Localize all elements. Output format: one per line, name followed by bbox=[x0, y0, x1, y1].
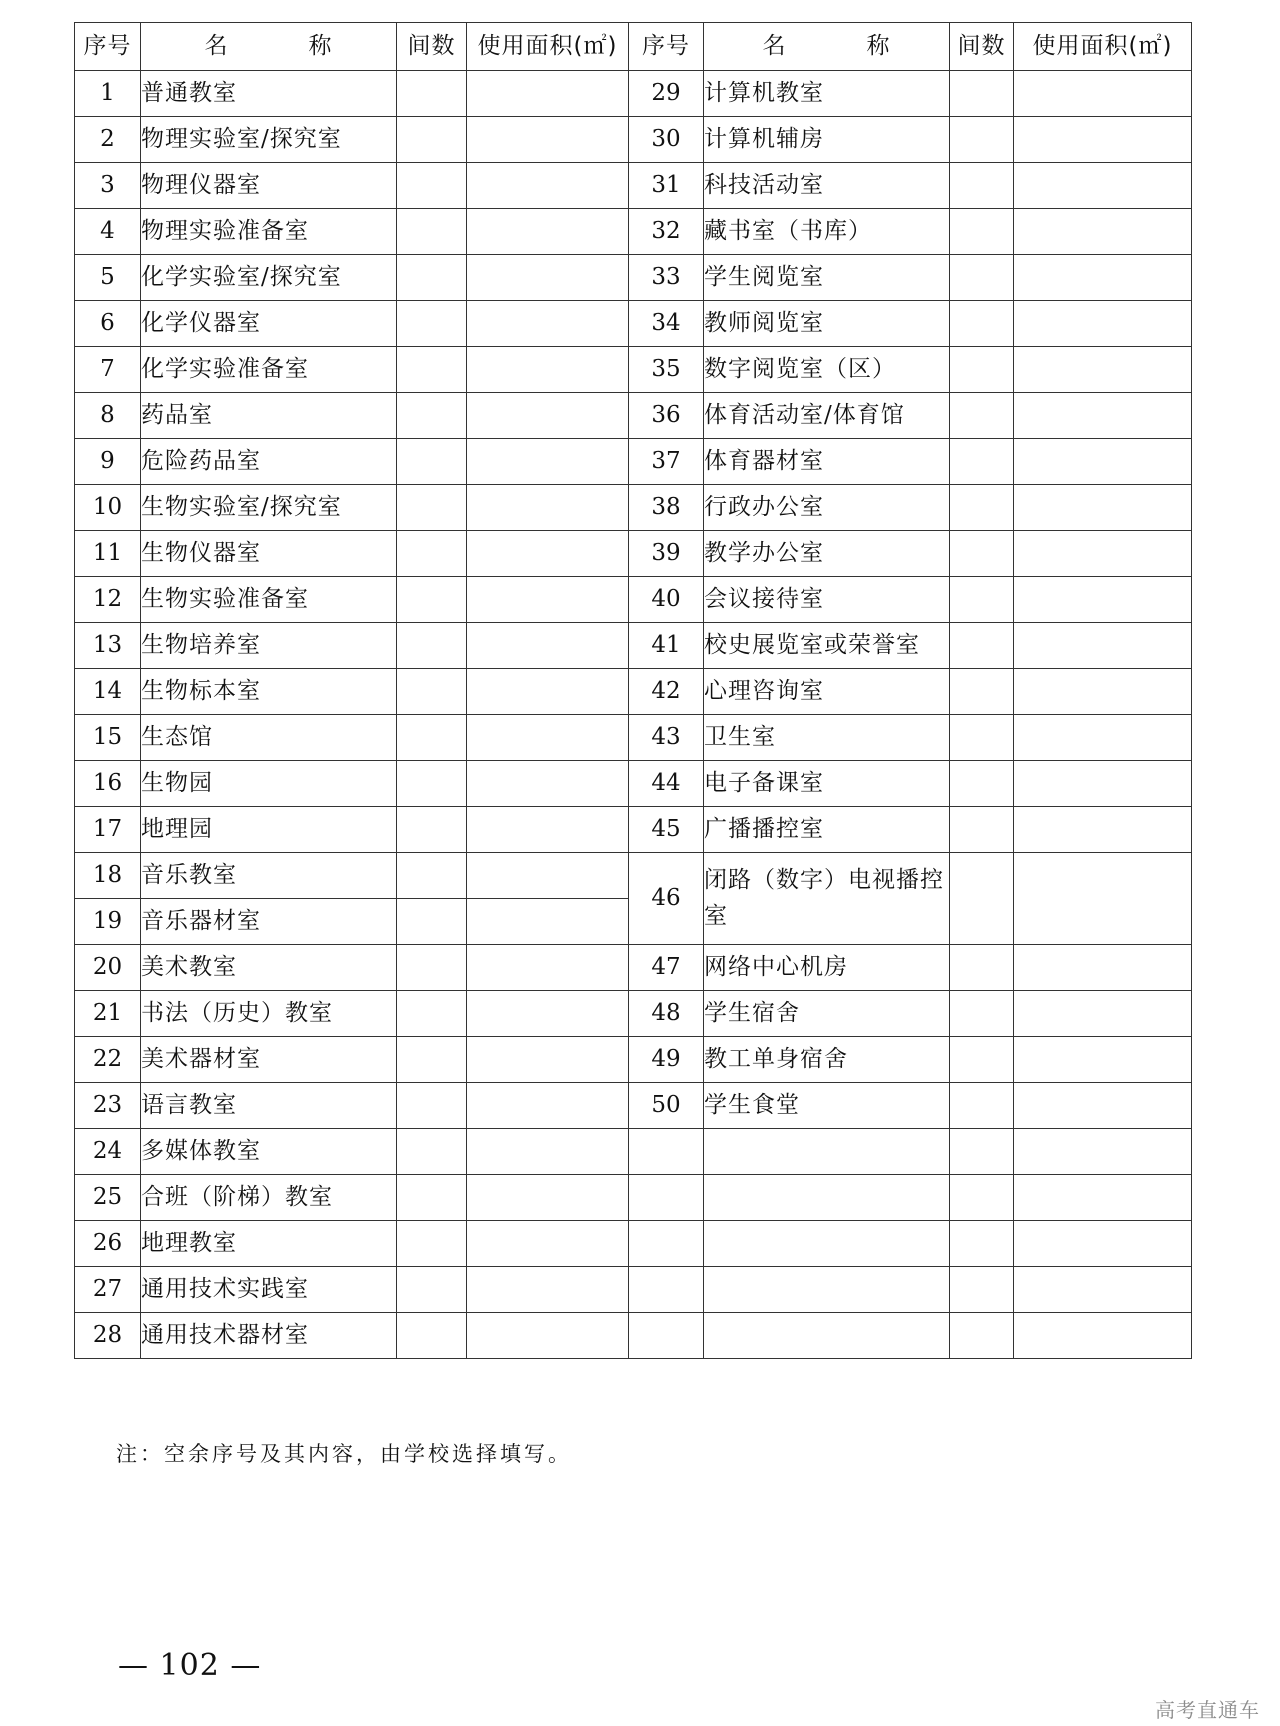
table-row bbox=[75, 715, 1192, 761]
watermark: 高考直通车 bbox=[1155, 1698, 1260, 1722]
table-row bbox=[75, 853, 1192, 899]
room-name: 教师阅览室 bbox=[704, 301, 950, 347]
row-number: 36 bbox=[629, 393, 704, 439]
room-count-cell[interactable] bbox=[950, 1083, 1014, 1129]
room-count-cell[interactable] bbox=[397, 899, 467, 945]
room-name: 生物标本室 bbox=[141, 669, 397, 715]
row-number: 43 bbox=[629, 715, 704, 761]
room-count-cell[interactable] bbox=[950, 853, 1014, 945]
row-number: 9 bbox=[75, 439, 141, 485]
room-name: 化学实验准备室 bbox=[141, 347, 397, 393]
room-name: 生物园 bbox=[141, 761, 397, 807]
room-count-cell[interactable] bbox=[397, 1313, 467, 1359]
room-name bbox=[704, 1313, 950, 1359]
table-row bbox=[75, 1083, 1192, 1129]
table-row bbox=[75, 393, 1192, 439]
room-area-cell[interactable] bbox=[467, 209, 629, 255]
row-number: 29 bbox=[629, 71, 704, 117]
row-number: 6 bbox=[75, 301, 141, 347]
header-no: 序号 bbox=[75, 23, 141, 71]
room-name: 通用技术实践室 bbox=[141, 1267, 397, 1313]
room-name: 物理仪器室 bbox=[141, 163, 397, 209]
row-number: 26 bbox=[75, 1221, 141, 1267]
room-count-cell[interactable] bbox=[950, 347, 1014, 393]
row-number: 44 bbox=[629, 761, 704, 807]
room-count-cell[interactable] bbox=[397, 347, 467, 393]
row-number: 30 bbox=[629, 117, 704, 163]
room-area-cell[interactable] bbox=[467, 71, 629, 117]
room-count-cell[interactable] bbox=[950, 255, 1014, 301]
room-area-cell[interactable] bbox=[1014, 255, 1192, 301]
row-number: 2 bbox=[75, 117, 141, 163]
room-count-cell[interactable] bbox=[397, 439, 467, 485]
row-number: 37 bbox=[629, 439, 704, 485]
room-count-cell[interactable] bbox=[397, 1083, 467, 1129]
header-name bbox=[141, 23, 397, 71]
room-count-cell[interactable] bbox=[397, 301, 467, 347]
table-row bbox=[75, 1129, 1192, 1175]
table-row bbox=[75, 991, 1192, 1037]
row-number: 32 bbox=[629, 209, 704, 255]
room-count-cell[interactable] bbox=[950, 669, 1014, 715]
room-name: 音乐器材室 bbox=[141, 899, 397, 945]
room-name: 物理实验室/探究室 bbox=[141, 117, 397, 163]
row-number: 40 bbox=[629, 577, 704, 623]
room-name: 音乐教室 bbox=[141, 853, 397, 899]
room-name: 网络中心机房 bbox=[704, 945, 950, 991]
row-number: 38 bbox=[629, 485, 704, 531]
room-name: 生物实验室/探究室 bbox=[141, 485, 397, 531]
room-area-cell[interactable] bbox=[467, 1267, 629, 1313]
room-count-cell[interactable] bbox=[950, 485, 1014, 531]
room-count-cell[interactable] bbox=[397, 669, 467, 715]
room-name: 药品室 bbox=[141, 393, 397, 439]
room-name: 地理园 bbox=[141, 807, 397, 853]
room-count-cell[interactable] bbox=[950, 991, 1014, 1037]
room-area-cell[interactable] bbox=[467, 1037, 629, 1083]
room-name: 合班（阶梯）教室 bbox=[141, 1175, 397, 1221]
room-name: 物理实验准备室 bbox=[141, 209, 397, 255]
room-name: 行政办公室 bbox=[704, 485, 950, 531]
row-number bbox=[629, 1267, 704, 1313]
room-count-cell[interactable] bbox=[397, 945, 467, 991]
row-number: 22 bbox=[75, 1037, 141, 1083]
row-number: 5 bbox=[75, 255, 141, 301]
row-number: 15 bbox=[75, 715, 141, 761]
footnote: 注：空余序号及其内容，由学校选择填写。 bbox=[116, 1442, 572, 1466]
room-area-cell[interactable] bbox=[1014, 1175, 1192, 1221]
table-row bbox=[75, 1267, 1192, 1313]
room-count-cell[interactable] bbox=[397, 531, 467, 577]
row-number: 35 bbox=[629, 347, 704, 393]
room-area-cell[interactable] bbox=[1014, 715, 1192, 761]
header-name bbox=[704, 23, 950, 71]
room-count-cell[interactable] bbox=[950, 163, 1014, 209]
row-number: 45 bbox=[629, 807, 704, 853]
row-number: 33 bbox=[629, 255, 704, 301]
row-number bbox=[629, 1129, 704, 1175]
row-number: 11 bbox=[75, 531, 141, 577]
room-count-cell[interactable] bbox=[950, 1221, 1014, 1267]
room-name: 学生阅览室 bbox=[704, 255, 950, 301]
row-number: 17 bbox=[75, 807, 141, 853]
room-name: 体育活动室/体育馆 bbox=[704, 393, 950, 439]
row-number: 20 bbox=[75, 945, 141, 991]
room-area-cell[interactable] bbox=[1014, 71, 1192, 117]
room-name: 生态馆 bbox=[141, 715, 397, 761]
room-area-cell[interactable] bbox=[1014, 117, 1192, 163]
room-count-cell[interactable] bbox=[397, 715, 467, 761]
room-name: 科技活动室 bbox=[704, 163, 950, 209]
header-area: 使用面积(㎡) bbox=[467, 23, 629, 71]
room-count-cell[interactable] bbox=[397, 807, 467, 853]
room-name: 电子备课室 bbox=[704, 761, 950, 807]
row-number bbox=[629, 1221, 704, 1267]
table-row bbox=[75, 807, 1192, 853]
room-count-cell[interactable] bbox=[397, 71, 467, 117]
room-count-cell[interactable] bbox=[950, 531, 1014, 577]
table-row bbox=[75, 577, 1192, 623]
room-area-cell[interactable] bbox=[1014, 209, 1192, 255]
room-count-cell[interactable] bbox=[397, 1129, 467, 1175]
room-area-cell[interactable] bbox=[1014, 577, 1192, 623]
room-count-cell[interactable] bbox=[397, 485, 467, 531]
room-area-cell[interactable] bbox=[1014, 853, 1192, 945]
row-number: 12 bbox=[75, 577, 141, 623]
room-count-cell[interactable] bbox=[397, 393, 467, 439]
table-row bbox=[75, 485, 1192, 531]
room-name: 多媒体教室 bbox=[141, 1129, 397, 1175]
row-number: 8 bbox=[75, 393, 141, 439]
table-row bbox=[75, 439, 1192, 485]
table-row bbox=[75, 117, 1192, 163]
table-row bbox=[75, 1313, 1192, 1359]
room-name: 普通教室 bbox=[141, 71, 397, 117]
room-area-cell[interactable] bbox=[467, 577, 629, 623]
room-area-cell[interactable] bbox=[1014, 1083, 1192, 1129]
room-name: 数字阅览室（区） bbox=[704, 347, 950, 393]
row-number: 19 bbox=[75, 899, 141, 945]
row-number: 10 bbox=[75, 485, 141, 531]
room-name: 生物实验准备室 bbox=[141, 577, 397, 623]
room-name: 教学办公室 bbox=[704, 531, 950, 577]
room-count-cell[interactable] bbox=[950, 117, 1014, 163]
room-area-cell[interactable] bbox=[1014, 761, 1192, 807]
room-name: 生物培养室 bbox=[141, 623, 397, 669]
row-number: 14 bbox=[75, 669, 141, 715]
room-count-cell[interactable] bbox=[950, 945, 1014, 991]
row-number bbox=[629, 1313, 704, 1359]
room-count-cell[interactable] bbox=[397, 577, 467, 623]
table-row bbox=[75, 1175, 1192, 1221]
room-area-cell[interactable] bbox=[1014, 623, 1192, 669]
room-count-cell[interactable] bbox=[950, 71, 1014, 117]
room-name bbox=[704, 1267, 950, 1313]
room-name: 计算机辅房 bbox=[704, 117, 950, 163]
room-count-cell[interactable] bbox=[397, 991, 467, 1037]
table-row bbox=[75, 301, 1192, 347]
room-area-cell[interactable] bbox=[1014, 439, 1192, 485]
room-name: 美术教室 bbox=[141, 945, 397, 991]
row-number: 13 bbox=[75, 623, 141, 669]
room-count-cell[interactable] bbox=[397, 1267, 467, 1313]
row-number: 34 bbox=[629, 301, 704, 347]
row-number: 4 bbox=[75, 209, 141, 255]
room-count-cell[interactable] bbox=[950, 807, 1014, 853]
table-row bbox=[75, 163, 1192, 209]
row-number: 1 bbox=[75, 71, 141, 117]
room-count-cell[interactable] bbox=[950, 623, 1014, 669]
room-area-cell[interactable] bbox=[467, 899, 629, 945]
room-area-cell[interactable] bbox=[467, 531, 629, 577]
room-name: 广播播控室 bbox=[704, 807, 950, 853]
room-area-cell[interactable] bbox=[467, 347, 629, 393]
room-area-cell[interactable] bbox=[467, 117, 629, 163]
room-area-cell[interactable] bbox=[1014, 669, 1192, 715]
room-name: 生物仪器室 bbox=[141, 531, 397, 577]
room-name: 会议接待室 bbox=[704, 577, 950, 623]
room-area-cell[interactable] bbox=[467, 163, 629, 209]
row-number: 49 bbox=[629, 1037, 704, 1083]
room-count-cell[interactable] bbox=[397, 623, 467, 669]
header-name-part1: 名 bbox=[762, 32, 787, 59]
room-area-cell[interactable] bbox=[1014, 393, 1192, 439]
room-area-cell[interactable] bbox=[467, 1313, 629, 1359]
room-count-cell[interactable] bbox=[397, 209, 467, 255]
header-row bbox=[75, 23, 1192, 71]
room-area-cell[interactable] bbox=[467, 1175, 629, 1221]
row-number: 24 bbox=[75, 1129, 141, 1175]
row-number: 50 bbox=[629, 1083, 704, 1129]
header-area: 使用面积(㎡) bbox=[1014, 23, 1192, 71]
room-area-cell[interactable] bbox=[467, 1083, 629, 1129]
row-number: 23 bbox=[75, 1083, 141, 1129]
room-area-cell[interactable] bbox=[1014, 485, 1192, 531]
table-row bbox=[75, 1221, 1192, 1267]
table-row bbox=[75, 531, 1192, 577]
row-number: 41 bbox=[629, 623, 704, 669]
row-number: 3 bbox=[75, 163, 141, 209]
room-name: 闭路（数字）电视播控室 bbox=[704, 853, 950, 945]
room-name: 书法（历史）教室 bbox=[141, 991, 397, 1037]
room-count-cell[interactable] bbox=[397, 853, 467, 899]
room-area-cell[interactable] bbox=[467, 807, 629, 853]
room-count-cell[interactable] bbox=[397, 117, 467, 163]
room-name: 化学实验室/探究室 bbox=[141, 255, 397, 301]
room-area-cell[interactable] bbox=[1014, 1129, 1192, 1175]
room-name: 卫生室 bbox=[704, 715, 950, 761]
row-number: 21 bbox=[75, 991, 141, 1037]
room-count-cell[interactable] bbox=[397, 1221, 467, 1267]
row-number: 25 bbox=[75, 1175, 141, 1221]
room-name: 学生宿舍 bbox=[704, 991, 950, 1037]
row-number: 28 bbox=[75, 1313, 141, 1359]
room-name: 计算机教室 bbox=[704, 71, 950, 117]
table-row bbox=[75, 669, 1192, 715]
room-count-cell[interactable] bbox=[397, 255, 467, 301]
table-row bbox=[75, 945, 1192, 991]
room-area-cell[interactable] bbox=[467, 761, 629, 807]
table-row bbox=[75, 347, 1192, 393]
room-area-cell[interactable] bbox=[1014, 1313, 1192, 1359]
row-number: 16 bbox=[75, 761, 141, 807]
table-row bbox=[75, 71, 1192, 117]
room-count-cell[interactable] bbox=[950, 761, 1014, 807]
room-area-cell[interactable] bbox=[467, 301, 629, 347]
room-count-cell[interactable] bbox=[397, 761, 467, 807]
room-name: 危险药品室 bbox=[141, 439, 397, 485]
room-area-cell[interactable] bbox=[467, 393, 629, 439]
room-count-cell[interactable] bbox=[950, 209, 1014, 255]
row-number: 48 bbox=[629, 991, 704, 1037]
room-name: 化学仪器室 bbox=[141, 301, 397, 347]
row-number: 46 bbox=[629, 853, 704, 945]
room-name: 体育器材室 bbox=[704, 439, 950, 485]
room-name: 藏书室（书库） bbox=[704, 209, 950, 255]
row-number: 18 bbox=[75, 853, 141, 899]
room-area-cell[interactable] bbox=[467, 669, 629, 715]
page-number: — 102 — bbox=[118, 1648, 262, 1683]
room-area-cell[interactable] bbox=[467, 715, 629, 761]
room-area-cell[interactable] bbox=[467, 945, 629, 991]
room-name: 心理咨询室 bbox=[704, 669, 950, 715]
table-row bbox=[75, 623, 1192, 669]
room-name: 学生食堂 bbox=[704, 1083, 950, 1129]
room-name: 校史展览室或荣誉室 bbox=[704, 623, 950, 669]
room-area-cell[interactable] bbox=[1014, 1267, 1192, 1313]
room-count-cell[interactable] bbox=[950, 301, 1014, 347]
row-number: 42 bbox=[629, 669, 704, 715]
room-count-cell[interactable] bbox=[397, 1175, 467, 1221]
header-name-part2: 称 bbox=[866, 32, 891, 59]
row-number: 7 bbox=[75, 347, 141, 393]
header-count: 间数 bbox=[950, 23, 1014, 71]
header-name-part2: 称 bbox=[308, 32, 333, 59]
room-area-cell[interactable] bbox=[467, 439, 629, 485]
room-area-cell[interactable] bbox=[467, 485, 629, 531]
room-name bbox=[704, 1175, 950, 1221]
row-number bbox=[629, 1175, 704, 1221]
room-area-cell[interactable] bbox=[1014, 991, 1192, 1037]
room-area-cell[interactable] bbox=[1014, 1037, 1192, 1083]
room-area-cell[interactable] bbox=[467, 991, 629, 1037]
room-count-cell[interactable] bbox=[950, 1267, 1014, 1313]
room-area-cell[interactable] bbox=[1014, 1221, 1192, 1267]
room-count-cell[interactable] bbox=[950, 577, 1014, 623]
row-number: 39 bbox=[629, 531, 704, 577]
room-name: 语言教室 bbox=[141, 1083, 397, 1129]
header-count: 间数 bbox=[397, 23, 467, 71]
row-number: 31 bbox=[629, 163, 704, 209]
room-count-cell[interactable] bbox=[397, 1037, 467, 1083]
room-name bbox=[704, 1221, 950, 1267]
room-table bbox=[74, 22, 1192, 1359]
room-name: 通用技术器材室 bbox=[141, 1313, 397, 1359]
row-number: 47 bbox=[629, 945, 704, 991]
room-area-cell[interactable] bbox=[467, 623, 629, 669]
room-name: 地理教室 bbox=[141, 1221, 397, 1267]
header-no: 序号 bbox=[629, 23, 704, 71]
room-count-cell[interactable] bbox=[950, 1313, 1014, 1359]
room-area-cell[interactable] bbox=[1014, 945, 1192, 991]
room-area-cell[interactable] bbox=[467, 853, 629, 899]
table-row bbox=[75, 761, 1192, 807]
room-area-cell[interactable] bbox=[1014, 301, 1192, 347]
room-area-cell[interactable] bbox=[1014, 163, 1192, 209]
room-area-cell[interactable] bbox=[467, 255, 629, 301]
table-row bbox=[75, 255, 1192, 301]
room-area-cell[interactable] bbox=[1014, 531, 1192, 577]
room-area-cell[interactable] bbox=[1014, 807, 1192, 853]
header-name-part1: 名 bbox=[204, 32, 229, 59]
room-name bbox=[704, 1129, 950, 1175]
room-count-cell[interactable] bbox=[397, 163, 467, 209]
room-count-cell[interactable] bbox=[950, 1037, 1014, 1083]
room-count-cell[interactable] bbox=[950, 1129, 1014, 1175]
room-count-cell[interactable] bbox=[950, 393, 1014, 439]
room-name: 美术器材室 bbox=[141, 1037, 397, 1083]
room-table-container bbox=[74, 22, 1192, 1359]
table-row bbox=[75, 209, 1192, 255]
room-area-cell[interactable] bbox=[467, 1129, 629, 1175]
room-name: 教工单身宿舍 bbox=[704, 1037, 950, 1083]
table-row bbox=[75, 1037, 1192, 1083]
room-count-cell[interactable] bbox=[950, 715, 1014, 761]
room-count-cell[interactable] bbox=[950, 439, 1014, 485]
room-area-cell[interactable] bbox=[1014, 347, 1192, 393]
row-number: 27 bbox=[75, 1267, 141, 1313]
room-area-cell[interactable] bbox=[467, 1221, 629, 1267]
table-body bbox=[75, 71, 1192, 1359]
room-count-cell[interactable] bbox=[950, 1175, 1014, 1221]
